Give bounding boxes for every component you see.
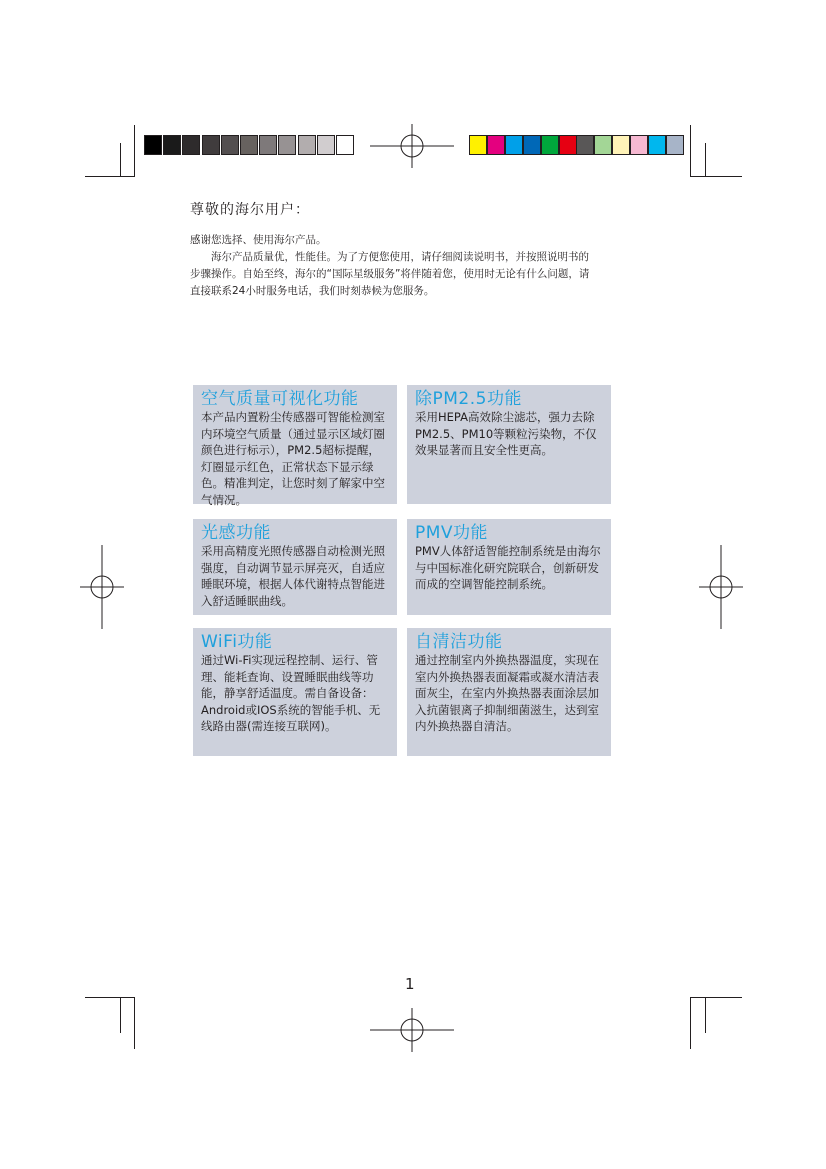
feature-text: 通过控制室内外换热器温度，实现在室内外换热器表面凝霜或凝水清洁表面灰尘，在室内外换热器表面涂层加入抗菌银离子抑制细菌滋生，达到室内外换热器自清洁。	[415, 653, 599, 733]
calibration-swatch	[278, 135, 296, 155]
feature-card-pmv	[407, 519, 611, 615]
feature-text: PMV人体舒适智能控制系统是由海尔与中国标准化研究院联合，创新研发而成的空调智能控制系统。	[415, 544, 601, 591]
calibration-swatch	[259, 135, 277, 155]
calibration-swatch	[182, 135, 200, 155]
calibration-swatch	[666, 135, 684, 155]
feature-card-wifi	[193, 628, 397, 756]
feature-text: 通过Wi-Fi实现远程控制、运行、管理、能耗查询、设置睡眠曲线等功能，静享舒适温度。需自备设备：Android或IOS系统的智能手机、无线路由器(需连接互联网)。	[201, 653, 381, 733]
feature-card-light-sensor	[193, 519, 397, 615]
calibration-swatch	[523, 135, 541, 155]
calibration-swatch	[630, 135, 648, 155]
calibration-swatch	[202, 135, 220, 155]
intro-line: 感谢您选择、使用海尔产品。	[190, 234, 327, 246]
calibration-swatch	[336, 135, 354, 155]
calibration-swatch	[221, 135, 239, 155]
feature-title: 空气质量可视化功能	[201, 389, 359, 409]
feature-card-pm25	[407, 385, 611, 504]
calibration-swatch	[612, 135, 630, 155]
feature-card-self-clean	[407, 628, 611, 756]
intro-paragraph: 海尔产品质量优，性能佳。为了方便您使用，请仔细阅读说明书，并按照说明书的步骤操作。自始至终，海尔的“国际星级服务”将伴随着您，使用时无论有什么问题，请直接联系24小时服务电话，我们时刻恭候为您服务。	[190, 251, 590, 297]
feature-title: WiFi功能	[201, 632, 273, 652]
calibration-swatch	[576, 135, 594, 155]
registration-target-bottom-icon	[370, 1008, 454, 1052]
feature-title: PMV功能	[415, 523, 489, 543]
calibration-swatch	[240, 135, 258, 155]
calibration-swatch	[163, 135, 181, 155]
feature-text: 采用HEPA高效除尘滤芯，强力去除PM2.5、PM10等颗粒污染物，不仅效果显著而且安全性更高。	[415, 410, 597, 457]
calibration-swatch	[541, 135, 559, 155]
calibration-swatch	[594, 135, 612, 155]
feature-card-air-quality	[193, 385, 397, 507]
calibration-swatch	[559, 135, 577, 155]
page-number: 1	[405, 975, 415, 993]
calibration-swatch	[317, 135, 335, 155]
calibration-swatch	[469, 135, 487, 155]
registration-target-left-icon	[80, 545, 124, 629]
calibration-swatch	[505, 135, 523, 155]
intro	[190, 232, 590, 300]
calibration-swatch	[298, 135, 316, 155]
calibration-swatch	[487, 135, 505, 155]
greeting: 尊敬的海尔用户：	[190, 202, 310, 218]
feature-text: 本产品内置粉尘传感器可智能检测室内环境空气质量（通过显示区域灯圈颜色进行标示），PM2.5超标提醒，灯圈显示红色，正常状态下显示绿色。精准判定，让您时刻了解家中空气情况。	[201, 410, 385, 507]
calibration-swatch	[648, 135, 666, 155]
feature-text: 采用高精度光照传感器自动检测光照强度，自动调节显示屏亮灭，自适应睡眠环境，根据人体代谢特点智能进入舒适睡眠曲线。	[201, 544, 385, 608]
feature-title: 光感功能	[201, 523, 271, 543]
feature-title: 除PM2.5功能	[415, 389, 522, 409]
registration-target-top-icon	[370, 124, 454, 168]
calibration-swatch	[144, 135, 162, 155]
registration-target-right-icon	[699, 545, 743, 629]
feature-title: 自清洁功能	[415, 632, 503, 652]
